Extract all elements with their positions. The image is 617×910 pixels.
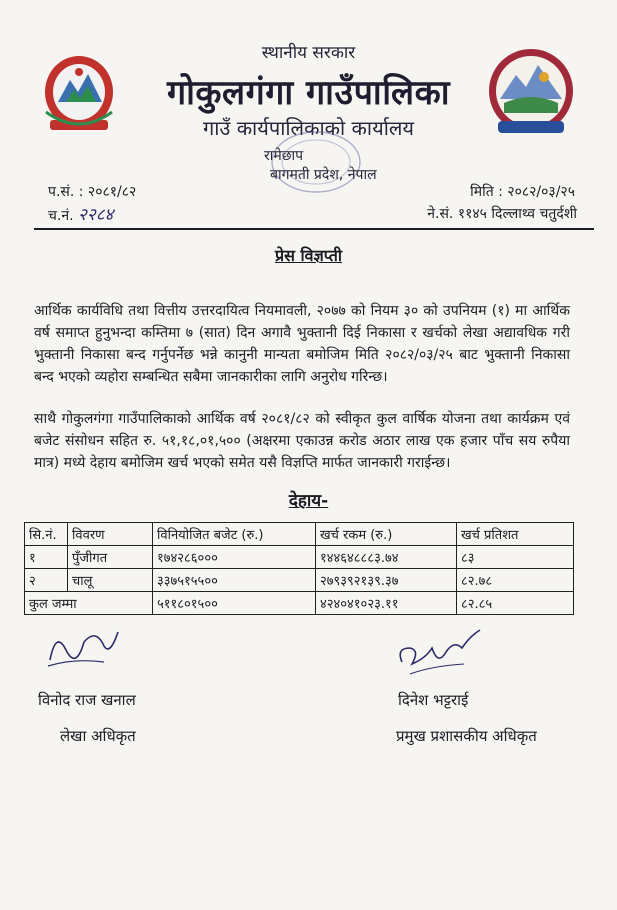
table-cell: ८२.७८	[457, 569, 574, 592]
signatory-left-name: विनोद राज खनाल	[38, 691, 136, 709]
table-cell: ८३	[457, 546, 574, 569]
header-divider	[34, 228, 594, 230]
table-header-row	[25, 523, 574, 546]
details-heading: देहाय-	[288, 491, 329, 511]
table-row	[25, 546, 574, 569]
table-cell: २७९३९२१३९.३७	[316, 569, 457, 592]
table-cell: १४४६४८८८३.७४	[316, 546, 457, 569]
table-cell: चालू	[68, 569, 153, 592]
signature-right	[392, 618, 492, 688]
address-district: रामेछाप	[264, 148, 304, 164]
table-cell: ५११८०१५००	[153, 592, 316, 615]
table-cell: ८२.८५	[457, 592, 574, 615]
column-header: खर्च प्रतिशत	[457, 523, 574, 546]
signature-left	[44, 620, 124, 670]
table-total-row	[25, 592, 574, 615]
dispatch-label: च.नं.	[48, 208, 74, 224]
address-province: बागमती प्रदेश, नेपाल	[270, 167, 377, 183]
column-header: विवरण	[68, 523, 153, 546]
local-government-heading: स्थानीय सरकार	[261, 43, 356, 63]
column-header: खर्च रकम (रु.)	[316, 523, 457, 546]
office-name: गाउँ कार्यपालिकाको कार्यालय	[202, 116, 415, 140]
date: मिति : २०८२/०३/२५	[470, 184, 575, 200]
reference-number: प.सं. : २०८१/८२	[48, 184, 137, 200]
notice-paragraph-2: साथै गोकुलगंगा गाउँपालिकाको आर्थिक वर्ष २०८१/८२ को स्वीकृत कुल वार्षिक योजना तथा कार्यक्रम एवं बजेट संसोधन सहित रु. ५१,१८,०१,५०० (अक्षरमा एकाउन्न करोड अठार लाख एक हजार पाँच सय रुपैया मात्र) मध्ये देहाय बमोजिम खर्च भएको समेत यसै विज्ञप्ति मार्फत जानकारी गराईन्छ।	[34, 411, 570, 471]
nepal-sambat-date: ने.सं. ११४५ दिल्लाथ्व चतुर्दशी	[427, 206, 577, 222]
press-release-title: प्रेस विज्ञप्ती	[275, 246, 342, 265]
signatory-right-post: प्रमुख प्रशासकीय अधिकृत	[396, 727, 537, 745]
signatory-left-post: लेखा अधिकृत	[60, 727, 136, 745]
column-header: सि.नं.	[25, 523, 68, 546]
dispatch-value: २२८४	[78, 205, 114, 225]
municipality-name: गोकुलगंगा गाउँपालिका	[166, 73, 450, 113]
table-cell: १	[25, 546, 68, 569]
table-row	[25, 569, 574, 592]
table-cell: पुँजीगत	[68, 546, 153, 569]
table-cell: २	[25, 569, 68, 592]
signatory-right-name: दिनेश भट्टराई	[398, 691, 469, 709]
column-header: विनियोजित बजेट (रु.)	[153, 523, 316, 546]
notice-paragraph-1: आर्थिक कार्यविधि तथा वित्तीय उत्तरदायित्व नियमावली, २०७७ को नियम ३० को उपनियम (१) मा आर्थिक वर्ष समाप्त हुनुभन्दा कम्तिमा ७ (सात) दिन अगावै भुक्तानी दिई निकासा र खर्चको लेखा अद्यावधिक गरी भुक्तानी निकासा बन्द गर्नुपर्नेछ भन्ने कानुनी मान्यता बमोजिम मिति २०८२/०३/२५ बाट भुक्तानी निकासा बन्द भएको व्यहोरा सम्बन्धित सबैमा जानकारीका लागि अनुरोध गरिन्छ।	[34, 303, 570, 385]
table-cell: कुल जम्मा	[25, 592, 153, 615]
table-cell: १७४२८६०००	[153, 546, 316, 569]
budget-table	[24, 522, 574, 615]
table-cell: ४२४०४१०२३.११	[316, 592, 457, 615]
table-cell: ३३७५१५५००	[153, 569, 316, 592]
dispatch-number	[48, 202, 113, 225]
